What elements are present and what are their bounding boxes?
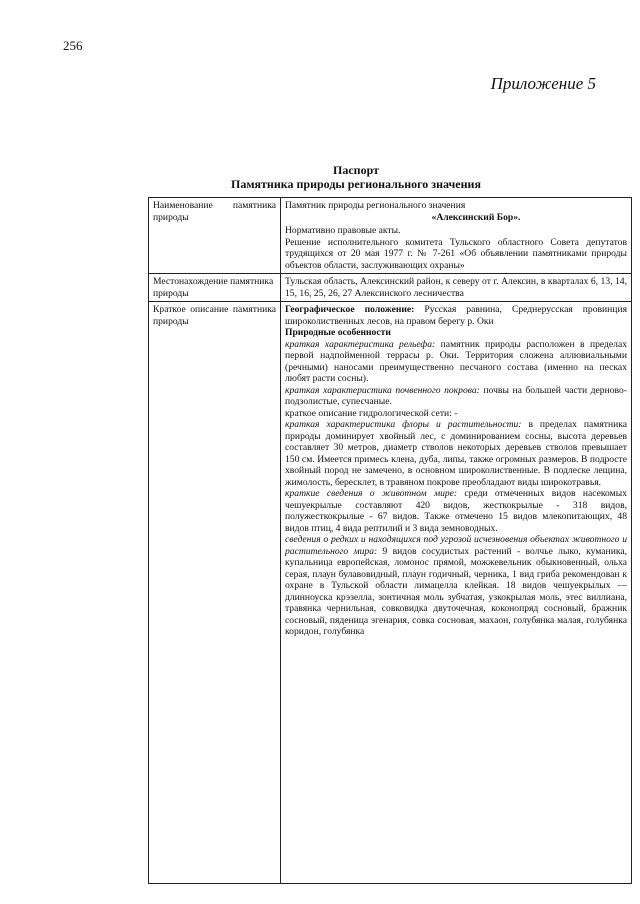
acts-heading: Нормативно правовые акты. [285, 225, 401, 236]
relief-paragraph [285, 339, 627, 385]
geo-text: Русская равнина, Среднерусская провинция широколиственных лесов, на правом берегу р. Оки [285, 304, 627, 327]
rare-text: 9 видов сосудистых растений - волчье лыко, куманика, купальница европейская, ломонос прямой, можжевельник обыкновенный, ольха серая, плаун булавовидный, плаун годичный, черника, 1 вид гриба рекомендован к охране в Тульской области лимацелла клейкая. 18 видов чешуекрылых — длинноуска крэзелла, зонтичная моль зубчатая, узкокрылая моль, этес виллиана, травянка чернильная, совковидка двуточечная, коконопряд сосновый, бражник сосновый, пяденица эгенария, совка сосновая, махаон, голубянка малая, голубянка коридон, голубянка [285, 545, 627, 637]
soil-label: краткая характеристика почвенного покрова: [285, 384, 480, 396]
title-line-2: Памятника природы регионального значения [231, 177, 481, 191]
description-body [285, 304, 627, 881]
geo-heading: Географическое положение: [285, 304, 415, 315]
relief-label: краткая характеристика рельефа: [285, 338, 436, 350]
name-label: Наименование памятника природы [149, 198, 281, 274]
document-title [150, 163, 562, 191]
location-text: Тульская область, Алексинский район, к северу от г. Алексин, в кварталах 6, 13, 14, 15, 16, 25, 26, 27 Алексинского лесничества [281, 274, 632, 302]
monument-name: «Алексинский Бор». [431, 211, 521, 223]
fauna-text: среди отмеченных видов насекомых чешуекрылые составляют 420 видов, жесткокрылые - 318 видов, полужесткокрылые - 67 видов. Также отмечено 15 видов млекопитающих, 48 видов птиц, 4 вида рептилий и 3 вида земноводных. [285, 488, 627, 534]
name-line1: Памятник природы регионального значения [285, 200, 466, 211]
fauna-paragraph [285, 488, 627, 534]
relief-text: памятник природы расположен в пределах первой надпойменной террасы р. Оки. Территория сложена аллювиальными (речными) наносами преимущественно песчаного состава (именно на песках любят расти сосны). [285, 338, 627, 384]
table-row-description [149, 302, 632, 884]
rare-label: сведения о редких и находящихся под угрозой исчезновения объектах животного и растительного мира: [285, 534, 627, 557]
appendix-title: Приложение 5 [490, 74, 596, 93]
title-line-1: Паспорт [333, 163, 379, 177]
location-label: Местонахождение памятника природы [149, 274, 281, 302]
flora-paragraph [285, 419, 627, 488]
flora-label: краткая характеристика флоры и растительности: [285, 419, 522, 430]
geo-paragraph [285, 304, 627, 327]
passport-table [148, 197, 632, 884]
table-row-location [149, 274, 632, 302]
description-label: Краткое описание памятника природы [149, 302, 281, 884]
hydro-text: краткое описание гидрологической сети: - [285, 407, 458, 419]
name-value [281, 198, 632, 274]
soil-paragraph [285, 385, 627, 408]
soil-text: почвы на большей части дерново-подзолистые, супесчаные. [285, 384, 627, 407]
description-value [281, 302, 632, 884]
features-heading: Природные особенности [285, 327, 391, 338]
fauna-label: краткие сведения о животном мире: [285, 488, 458, 499]
rare-paragraph [285, 534, 627, 638]
page-number: 256 [63, 38, 83, 53]
table-row-name [149, 198, 632, 274]
acts-text: Решение исполнительного комитета Тульского областного Совета депутатов трудящихся от 20 мая 1977 г. № 7-261 «Об объявлении памятниками природы объектов области, заслуживающих охраны» [285, 236, 627, 271]
flora-text: в пределах памятника природы доминирует хвойный лес, с доминированием сосны, высота деревьев составляет 30 метров, диаметр стволов некоторых деревьев стволов превышает 150 см. Имеется примесь клена, дуба, липы, также огромных размеров. В подросте хвойный пород не замечено, в основном широколиственные. В подлеске лещина, жимолость, бересклет, в травяном покрове преобладают виды широкотравья. [285, 419, 627, 488]
